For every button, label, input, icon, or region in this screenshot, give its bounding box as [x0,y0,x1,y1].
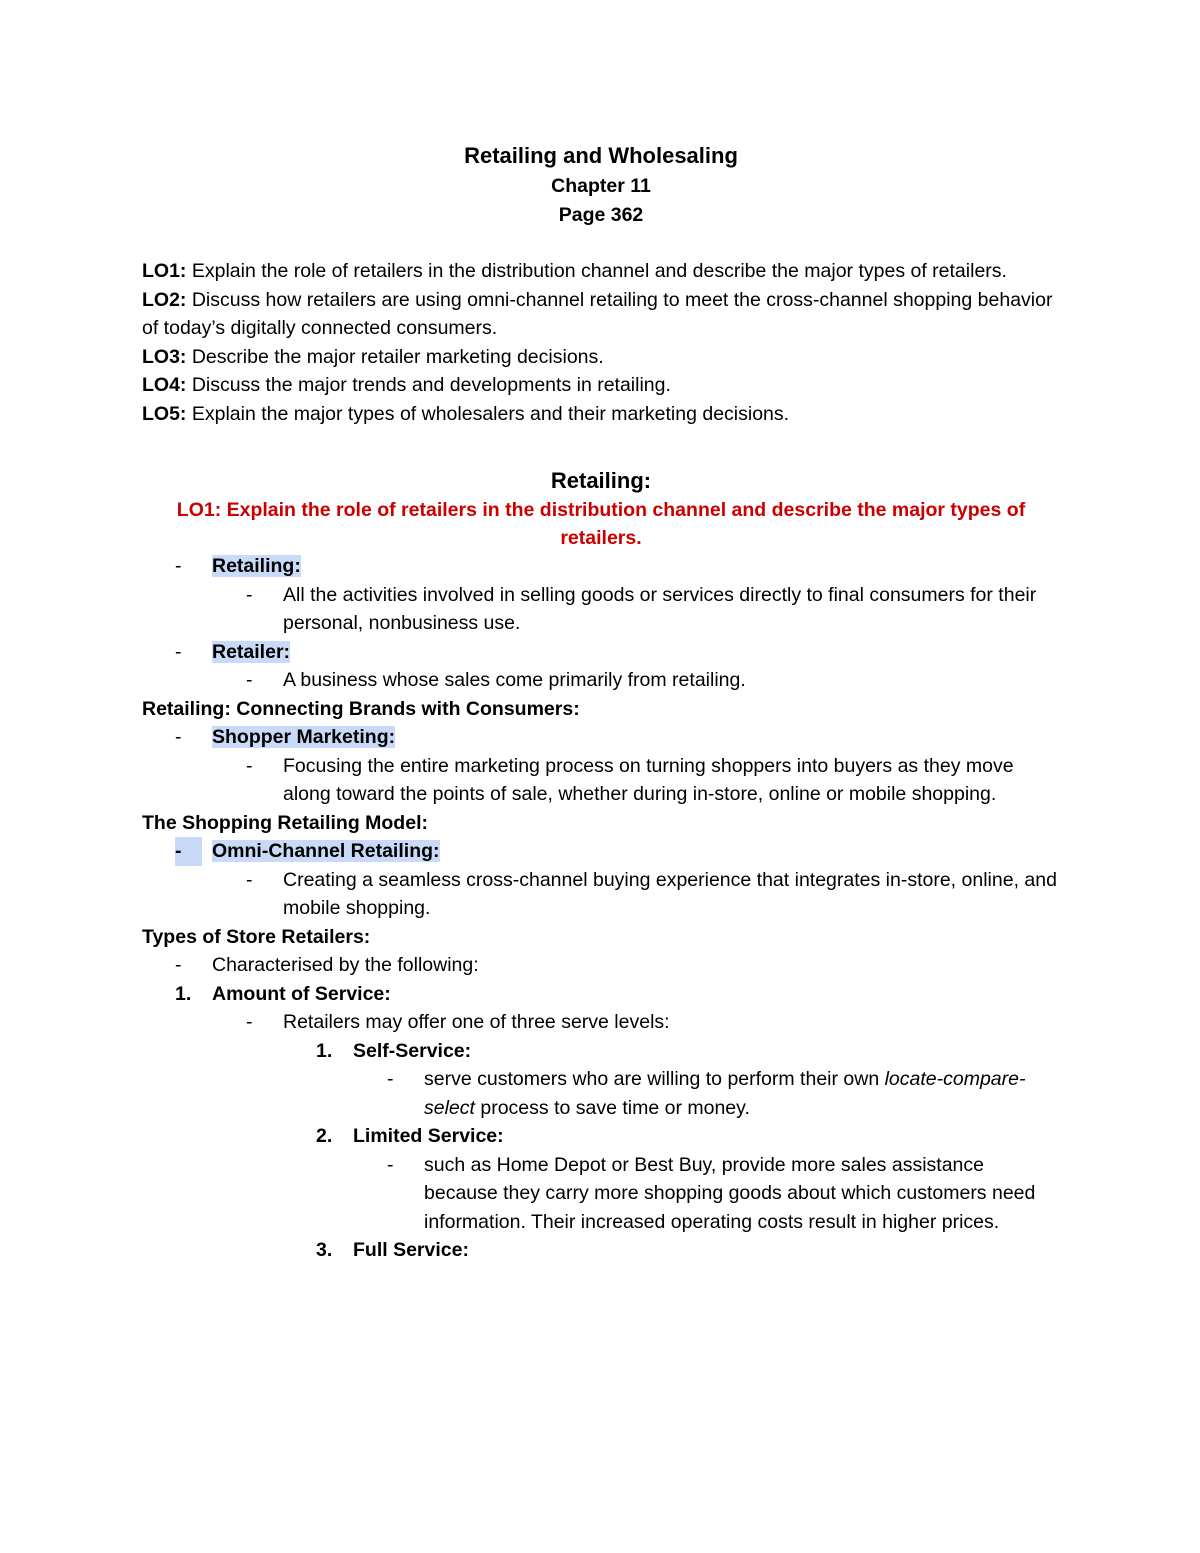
learning-objective-1: LO1: Explain the role of retailers in the distribution channel and describe the major types of retailers. [142,260,1007,282]
term-retailer: Retailer: [212,640,291,663]
list-item: - serve customers who are willing to perform their own locate-compare-select process to save time or money. [387,1068,1026,1119]
term-omni-channel: Omni-Channel Retailing: [212,840,440,862]
list-item: - Omni-Channel Retailing: [142,837,1060,866]
term-retailing: Retailing: [212,555,301,577]
list-item: - All the activities involved in selling goods or services directly to final consumers for their personal, nonbusiness use. [246,583,1037,634]
list-item: - Shopper Marketing: [175,726,396,748]
list-item: - Retailer: [175,640,291,663]
list-item: 3. Full Service: [142,1236,1060,1265]
list-item: - Characterised by the following: [175,954,479,976]
definition-omni-channel: Creating a seamless cross-channel buying experience that integrates in-store, online, and mobile shopping. [283,868,1057,919]
list-item: - Focusing the entire marketing process on turning shoppers into buyers as they move along toward the points of sale, whether during in-store, online or mobile shopping. [246,754,1014,805]
learning-objective-3: LO3: Describe the major retailer marketing decisions. [142,345,604,368]
list-item: 2. Limited Service: [142,1122,1060,1151]
subheading-model: The Shopping Retailing Model: [142,811,428,834]
subheading-connecting: Retailing: Connecting Brands with Consumers: [142,697,580,720]
learning-objective-5: LO5: Explain the major types of wholesalers and their marketing decisions. [142,402,790,425]
list-item: - Creating a seamless cross-channel buying experience that integrates in-store, online, and mobile shopping. [246,868,1057,919]
section-heading: Retailing: [550,468,652,493]
self-service-label: Self-Service: [353,1039,472,1062]
list-item: - Retailing: [175,555,301,577]
subheading-types: Types of Store Retailers: [142,925,371,948]
full-service-label: Full Service: [353,1239,469,1261]
list-item: 1. Self-Service: [142,1037,1060,1066]
document-title: Retailing and Wholesaling [464,143,738,168]
list-item: - Retailers may offer one of three serve levels: [246,1011,670,1033]
chapter-label: Chapter 11 [551,175,651,197]
document-page [142,138,1060,1265]
learning-objective-4: LO4: Discuss the major trends and developments in retailing. [142,374,671,396]
term-shopper-marketing: Shopper Marketing: [212,726,396,748]
page-label: Page 362 [558,204,644,226]
list-item: - such as Home Depot or Best Buy, provide more sales assistance because they carry more shopping goods about which customers need information. Their increased operating costs result in higher prices. [387,1153,1036,1233]
section-objective: LO1: Explain the role of retailers in the distribution channel and describe the major types of retailers. [176,499,1026,549]
definition-retailer: A business whose sales come primarily from retailing. [283,669,746,691]
definition-retailing: All the activities involved in selling goods or services directly to final consumers for their personal, nonbusiness use. [283,583,1037,634]
list-item: - A business whose sales come primarily from retailing. [246,669,746,691]
amount-of-service-label: Amount of Service: [212,982,391,1005]
limited-service-label: Limited Service: [353,1125,504,1147]
learning-objective-2: LO2: Discuss how retailers are using omni-channel retailing to meet the cross-channel shopping behavior of today’s digitally connected consumers. [142,288,1053,339]
definition-shopper-marketing: Focusing the entire marketing process on turning shoppers into buyers as they move along toward the points of sale, whether during in-store, online or mobile shopping. [283,754,1014,805]
list-item: 1. Amount of Service: [175,982,391,1005]
